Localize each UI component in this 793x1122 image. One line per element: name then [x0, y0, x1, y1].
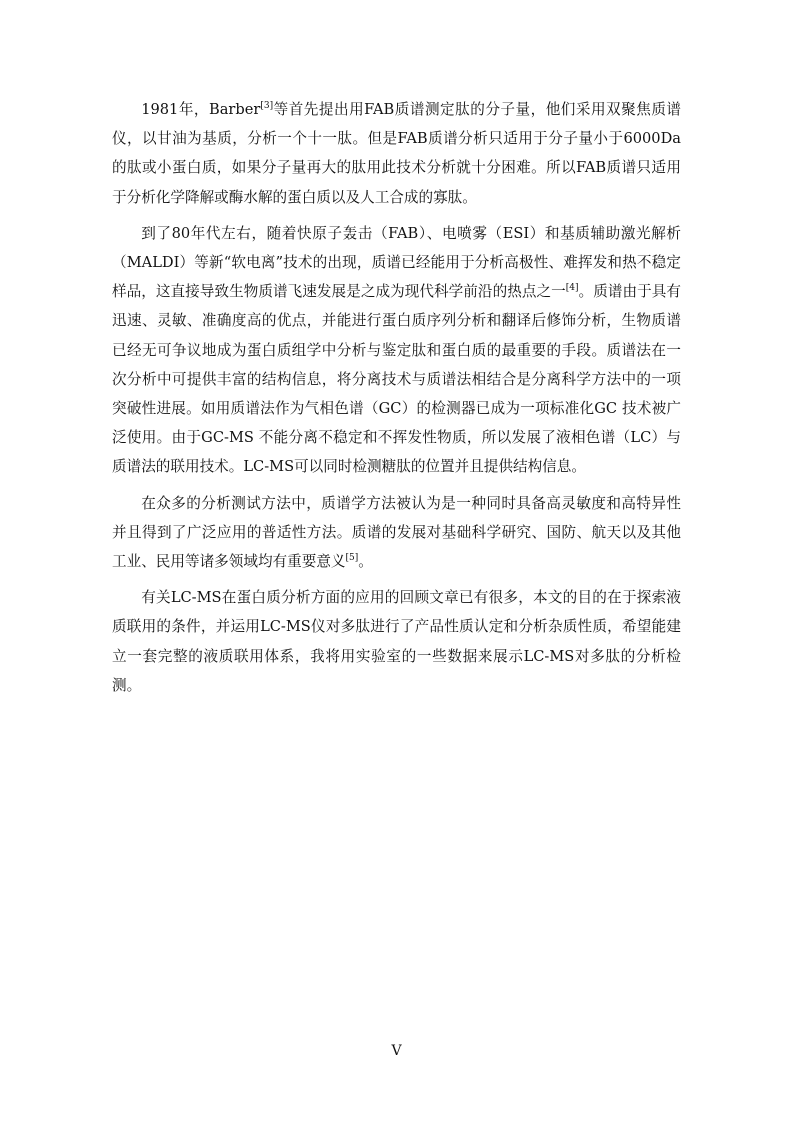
body-text	[112, 95, 681, 707]
paragraph-3-text-a: 在众多的分析测试方法中，质谱学方法被认为是一种同时具备高灵敏度和高特异性并且得到了广泛应用的普适性方法。质谱的发展对基础科学研究、国防、航天以及其他工业、民用等诸多领域均有重要意义	[112, 494, 681, 571]
citation-4: [4]	[565, 283, 579, 294]
paragraph-2-text-a: 到了80年代左右，随着快原子轰击（FAB）、电喷雾（ESI）和基质辅助激光解析（MALDI）等新“软电离”技术的出现，质谱已经能用于分析高极性、难挥发和热不稳定样品，这直接导致生物质谱飞速发展是之成为现代科学前沿的热点之一	[112, 224, 681, 301]
paragraph-4	[112, 583, 681, 700]
citation-3: [3]	[260, 101, 274, 111]
paragraph-2-text-b: 。质谱由于具有迅速、灵敏、准确度高的优点，并能进行蛋白质序列分析和翻译后修饰分析，生物质谱已经无可争议地成为蛋白质组学中分析与鉴定肽和蛋白质的最重要的手段。质谱法在一次分析中可提供丰富的结构信息，将分离技术与质谱法相结合是分离科学方法中的一项突破性进展。如用质谱法作为气相色谱（GC）的检测器已成为一项标准化GC 技术被广泛使用。由于GC-MS 不能分离不稳定和不挥发性物质，所以发展了液相色谱（LC）与质谱法的联用技术。LC-MS可以同时检测糖肽的位置并且提供结构信息。	[112, 283, 681, 476]
citation-5: [5]	[345, 553, 359, 564]
paragraph-1-text-a: 1981年，Barber	[141, 101, 261, 118]
paragraph-4-text: 有关LC-MS在蛋白质分析方面的应用的回顾文章已有很多，本文的目的在于探索液质联用的条件，并运用LC-MS仪对多肽进行了产品性质认定和分析杂质性质，希望能建立一套完整的液质联用体系，我将用实验室的一些数据来展示LC-MS对多肽的分析检测。	[112, 589, 681, 694]
page-number: V	[391, 1043, 402, 1059]
paragraph-3	[112, 489, 681, 577]
paragraph-1	[112, 95, 681, 212]
paragraph-3-text-b: 。	[358, 553, 373, 571]
paragraph-1-text-b: 等首先提出用FAB质谱测定肽的分子量，他们采用双聚焦质谱仪，以甘油为基质，分析一个十一肽。但是FAB质谱分析只适用于分子量小于6000Da的肽或小蛋白质，如果分子量再大的肽用此技术分析就十分困难。所以FAB质谱只适用于分析化学降解或酶水解的蛋白质以及人工合成的寡肽。	[112, 101, 682, 206]
paragraph-2	[112, 219, 681, 482]
